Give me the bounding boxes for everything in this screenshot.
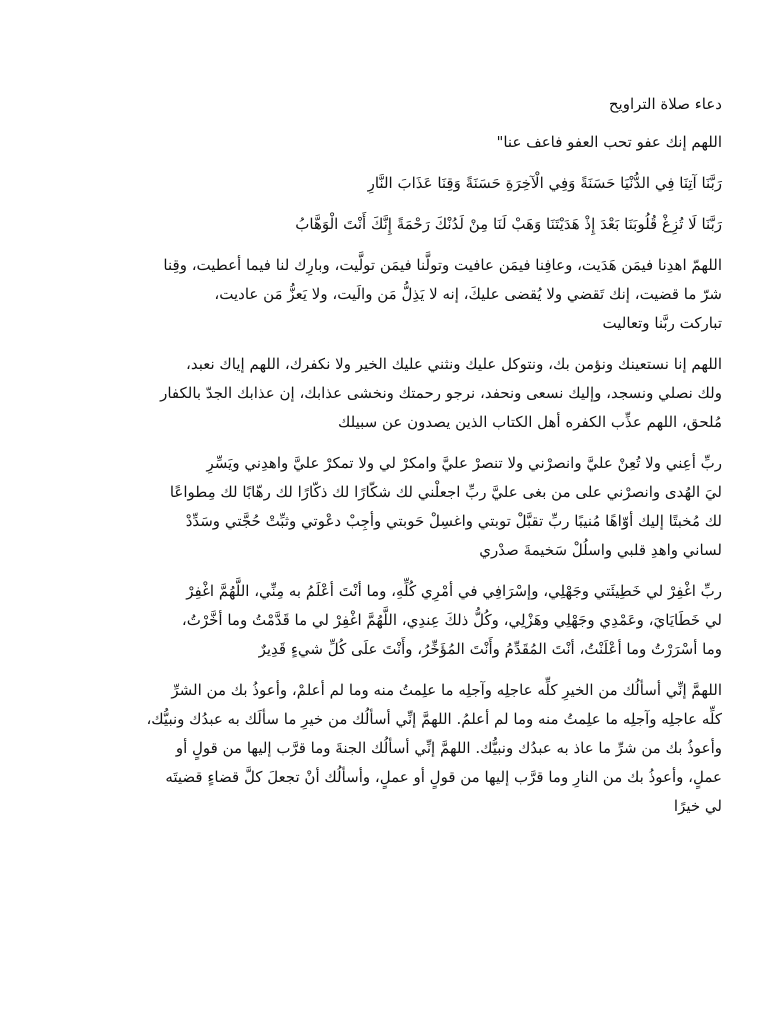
paragraph-rabbana-atina: [68, 169, 722, 198]
text-line: وأعوذُ بك من شرِّ ما عاذ به عبدُك ونبيُّك. اللهمَّ إنِّي أسألُك الجنةَ وما قرَّب إليها من قولٍ أو: [175, 739, 722, 757]
document-page: [68, 90, 722, 833]
text-line: لك مُخبتًا إليك أوّاهًا مُنيبًا ربِّ تقبَّلْ توبتي واغسِلْ حَوبتي وأجِبْ دعْوتي وثبِّتْ حُجَّتي وسَدِّدْ: [185, 512, 722, 530]
text-line: رَبَّنَا لَا تُزِغْ قُلُوبَنَا بَعْدَ إِذْ هَدَيْتَنَا وَهَبْ لَنَا مِنْ لَدُنْكَ رَحْمَةً إِنَّكَ أَنْتَ الْوَهَّابُ: [295, 215, 722, 233]
text-line: اللهم إنك عفو تحب العفو فاعف عنا": [496, 133, 722, 151]
paragraph-qunut: [68, 251, 722, 338]
paragraph-rabbi-ainni: [68, 449, 722, 565]
document-title: دعاء صلاة التراويح: [608, 95, 722, 113]
text-line: شرّ ما قضيت، إنك تَقضي ولا يُقضى عليكَ، إنه لا يَذِلُّ مَن والَيت، ولا يَعزُّ مَن عاديت،: [214, 285, 722, 303]
paragraph-rabbana-la-tuzigh: [68, 210, 722, 239]
paragraph-afw-dua: [68, 128, 722, 157]
text-line: عملٍ، وأعوذُ بك من النارِ وما قرَّب إليها من قولٍ أو عملٍ، وأسألُك أنْ تجعلَ كلَّ قضاءٍ قضيتَه: [165, 768, 722, 786]
text-line: لساني واهدِ قلبي واسلُلْ سَخيمةَ صدْري: [479, 541, 722, 559]
text-line: اللهمَّ إنِّي أسألُك من الخيرِ كلِّه عاجلِه وآجلِه ما علِمتُ منه وما لم أعلمْ، وأعوذُ بك من الشرِّ: [171, 681, 722, 699]
text-line: ربِّ اغْفِرْ لي خَطِيئَتي وجَهْلِي، وإسْرَافِي في أمْرِي كُلِّهِ، وما أنْتَ أعْلَمُ به مِنِّي، اللَّهُمَّ اغْفِرْ: [186, 582, 722, 600]
text-line: اللهم إنا نستعينك ونؤمن بك، ونتوكل عليك ونثني عليك الخير ولا نكفرك، اللهم إياك نعبد،: [186, 355, 722, 373]
text-line: ربِّ أعِني ولا تُعِنْ عليَّ وانصرْني ولا تنصرْ عليَّ وامكرْ لي ولا تمكرْ عليَّ واهدِني ويَسِّرِ: [206, 454, 722, 472]
text-line: تباركت ربَّنا وتعاليت: [602, 314, 722, 332]
paragraph-rabbi-ighfir: [68, 577, 722, 664]
text-line: كلِّه عاجلِه وآجلِه ما علِمتُ منه وما لم أعلمُ. اللهمَّ إنِّي أسألُك من خيرِ ما سألَك به عبدُك ونبيُّك،: [146, 710, 722, 728]
text-line: وما أسْرَرْتُ وما أعْلَنْتُ، أنْتَ المُقَدِّمُ وأَنْتَ المُؤَخِّرُ، وأَنْتَ علَى كُلِّ شيءٍ قَدِيرٌ: [258, 640, 722, 658]
text-line: لي خَطَايَايَ، وعَمْدِي وجَهْلِي وهَزْلِي، وكُلُّ ذلكَ عِندِي، اللَّهُمَّ اغْفِرْ لي ما قَدَّمْتُ وما أخَّرْتُ،: [181, 611, 722, 629]
text-line: اللهمّ اهدِنا فيمَن هَدَيت، وعافِنا فيمَن عافيت وتولَّنا فيمَن تولَّيت، وبارِك لنا فيما أعطيت، وقِنا: [163, 256, 722, 274]
paragraph-asaluka-min-alkhayr: [68, 676, 722, 821]
text-line: رَبَّنَا آتِنَا فِي الدُّنْيَا حَسَنَةً وَفِي الْآخِرَةِ حَسَنَةً وَقِنَا عَذَابَ النَّارِ: [367, 174, 722, 192]
text-line: مُلحق، اللهم عذِّب الكفره أهل الكتاب الذين يصدون عن سبيلك: [337, 413, 722, 431]
paragraph-nastainuk: [68, 350, 722, 437]
text-line: ليَ الهُدى وانصرْني على من بغى عليَّ ربِّ اجعلْني لك شكّارًا لك ذكّارًا لك رهّابًا لك مِطواعًا: [169, 483, 722, 501]
text-line: ولك نصلي ونسجد، وإليك نسعى ونحفد، نرجو رحمتك ونخشى عذابك، إن عذابك الجدّ بالكفار: [160, 384, 722, 402]
text-line: لي خيرًا: [673, 797, 722, 815]
